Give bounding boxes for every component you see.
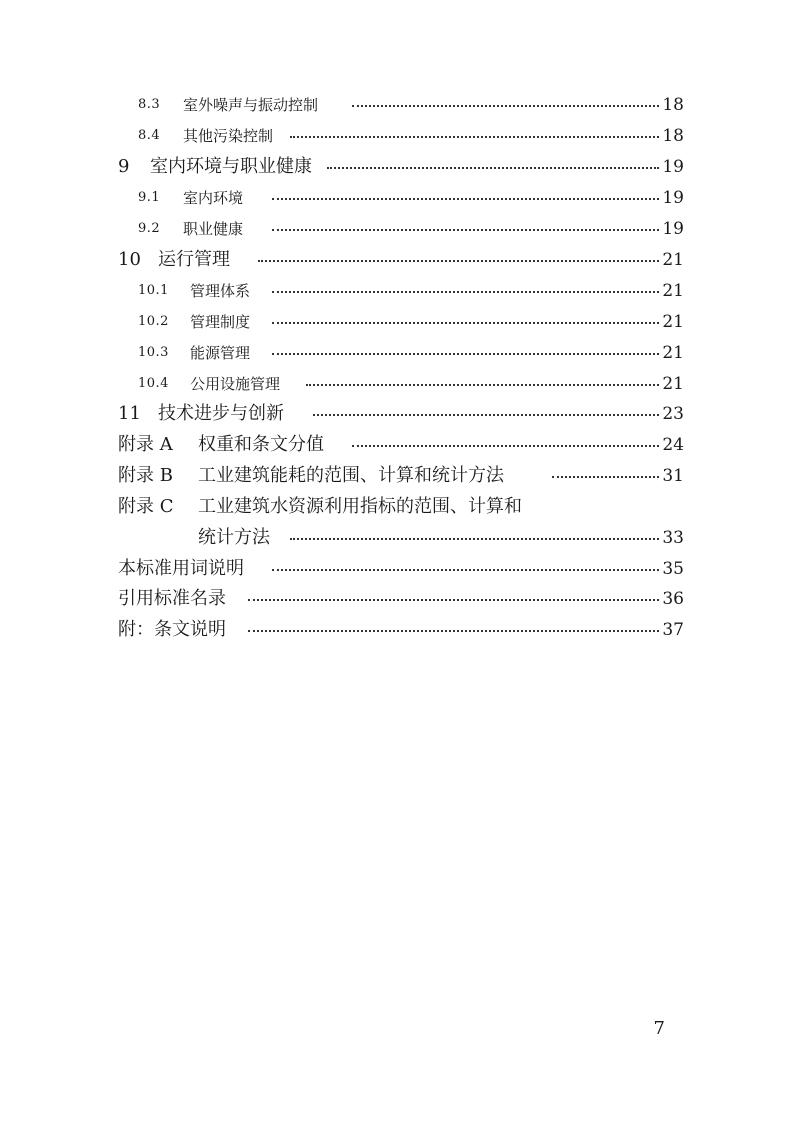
leader-dots	[272, 322, 659, 324]
toc-entry[interactable]	[0, 92, 793, 118]
toc-entry-page: 21	[662, 281, 684, 301]
toc-entry-title: 室内环境与职业健康	[150, 156, 312, 177]
toc-entry-number: 8.4	[138, 128, 161, 143]
leader-dots	[248, 599, 659, 601]
leader-dots	[272, 291, 659, 293]
toc-entry-page: 19	[662, 219, 684, 239]
toc-entry-title-continuation: 统计方法	[198, 527, 270, 548]
toc-entry-number: 10.4	[138, 376, 169, 391]
page-number: 7	[653, 1018, 665, 1039]
toc-entry-title: 室外噪声与振动控制	[183, 96, 319, 114]
toc-entry[interactable]	[0, 617, 793, 643]
toc-entry-number: 9.2	[138, 221, 161, 236]
toc-entry[interactable]	[0, 371, 793, 397]
toc-entry-title: 室内环境	[183, 189, 244, 207]
toc-entry-number: 11	[118, 403, 141, 424]
toc-entry-page: 18	[662, 126, 684, 146]
toc-entry-title: 工业建筑能耗的范围、计算和统计方法	[198, 465, 504, 486]
toc-entry-page: 36	[662, 589, 684, 609]
toc-entry-title: 工业建筑水资源利用指标的范围、计算和	[198, 496, 522, 517]
toc-entry-continuation[interactable]	[0, 525, 793, 551]
toc-entry-page: 18	[662, 95, 684, 115]
toc-entry[interactable]	[0, 432, 793, 458]
toc-entry-number: 10.1	[138, 283, 169, 298]
leader-dots	[290, 538, 659, 540]
toc-entry[interactable]	[0, 556, 793, 582]
leader-dots	[306, 384, 659, 386]
toc-entry[interactable]	[0, 185, 793, 211]
toc-entry-page: 19	[662, 157, 684, 177]
toc-entry-page: 21	[662, 374, 684, 394]
toc-entry[interactable]	[0, 309, 793, 335]
toc-entry[interactable]	[0, 401, 793, 427]
toc-entry[interactable]	[0, 247, 793, 273]
leader-dots	[272, 229, 659, 231]
leader-dots	[352, 445, 659, 447]
toc-entry-page: 21	[662, 312, 684, 332]
toc-entry-title: 能源管理	[190, 344, 251, 362]
toc-entry[interactable]	[0, 216, 793, 242]
toc-entry-number: 9	[118, 156, 130, 177]
toc-entry-title: 运行管理	[158, 249, 230, 270]
leader-dots	[272, 353, 659, 355]
leader-dots	[272, 569, 659, 571]
toc-entry-title: 公用设施管理	[190, 375, 281, 393]
toc-entry-page: 21	[662, 250, 684, 270]
toc-entry-title: 引用标准名录	[118, 588, 226, 609]
toc-entry-page: 31	[662, 466, 684, 486]
toc-entry-title: 管理制度	[190, 313, 251, 331]
toc-entry-title: 权重和条文分值	[198, 434, 324, 455]
leader-dots	[313, 414, 659, 416]
toc-entry-page: 24	[662, 435, 684, 455]
leader-dots	[272, 198, 659, 200]
toc-entry[interactable]	[0, 154, 793, 180]
toc-entry-page: 33	[662, 528, 684, 548]
toc-entry[interactable]	[0, 586, 793, 612]
toc-entry[interactable]	[0, 123, 793, 149]
toc-entry[interactable]	[0, 463, 793, 489]
toc-entry-page: 35	[662, 559, 684, 579]
toc-entry-number: 8.3	[138, 97, 161, 112]
toc-entry-number: 附录 A	[118, 434, 173, 455]
toc-entry-title: 管理体系	[190, 282, 251, 300]
leader-dots	[248, 630, 659, 632]
toc-entry-number: 附录 C	[118, 496, 174, 517]
toc-entry-title: 职业健康	[183, 220, 244, 238]
toc-entry-page: 21	[662, 343, 684, 363]
toc-entry-number: 10	[118, 249, 141, 270]
toc-entry[interactable]	[0, 340, 793, 366]
leader-dots	[290, 136, 659, 138]
toc-entry-number: 9.1	[138, 190, 161, 205]
toc-entry-number: 10.3	[138, 345, 169, 360]
toc-entry-title: 本标准用词说明	[118, 558, 244, 579]
toc-entry-title: 其他污染控制	[183, 127, 274, 145]
toc-entry-page: 23	[662, 404, 684, 424]
toc-entry-number: 10.2	[138, 314, 169, 329]
toc-entry-title: 技术进步与创新	[158, 403, 284, 424]
toc-entry-page: 37	[662, 620, 684, 640]
leader-dots	[258, 260, 659, 262]
leader-dots	[552, 476, 659, 478]
toc-entry-title: 附：条文说明	[118, 619, 226, 640]
leader-dots	[352, 105, 659, 107]
toc-entry-number: 附录 B	[118, 465, 173, 486]
toc-entry[interactable]	[0, 494, 793, 520]
toc-entry[interactable]	[0, 278, 793, 304]
leader-dots	[327, 167, 659, 169]
toc-entry-page: 19	[662, 188, 684, 208]
